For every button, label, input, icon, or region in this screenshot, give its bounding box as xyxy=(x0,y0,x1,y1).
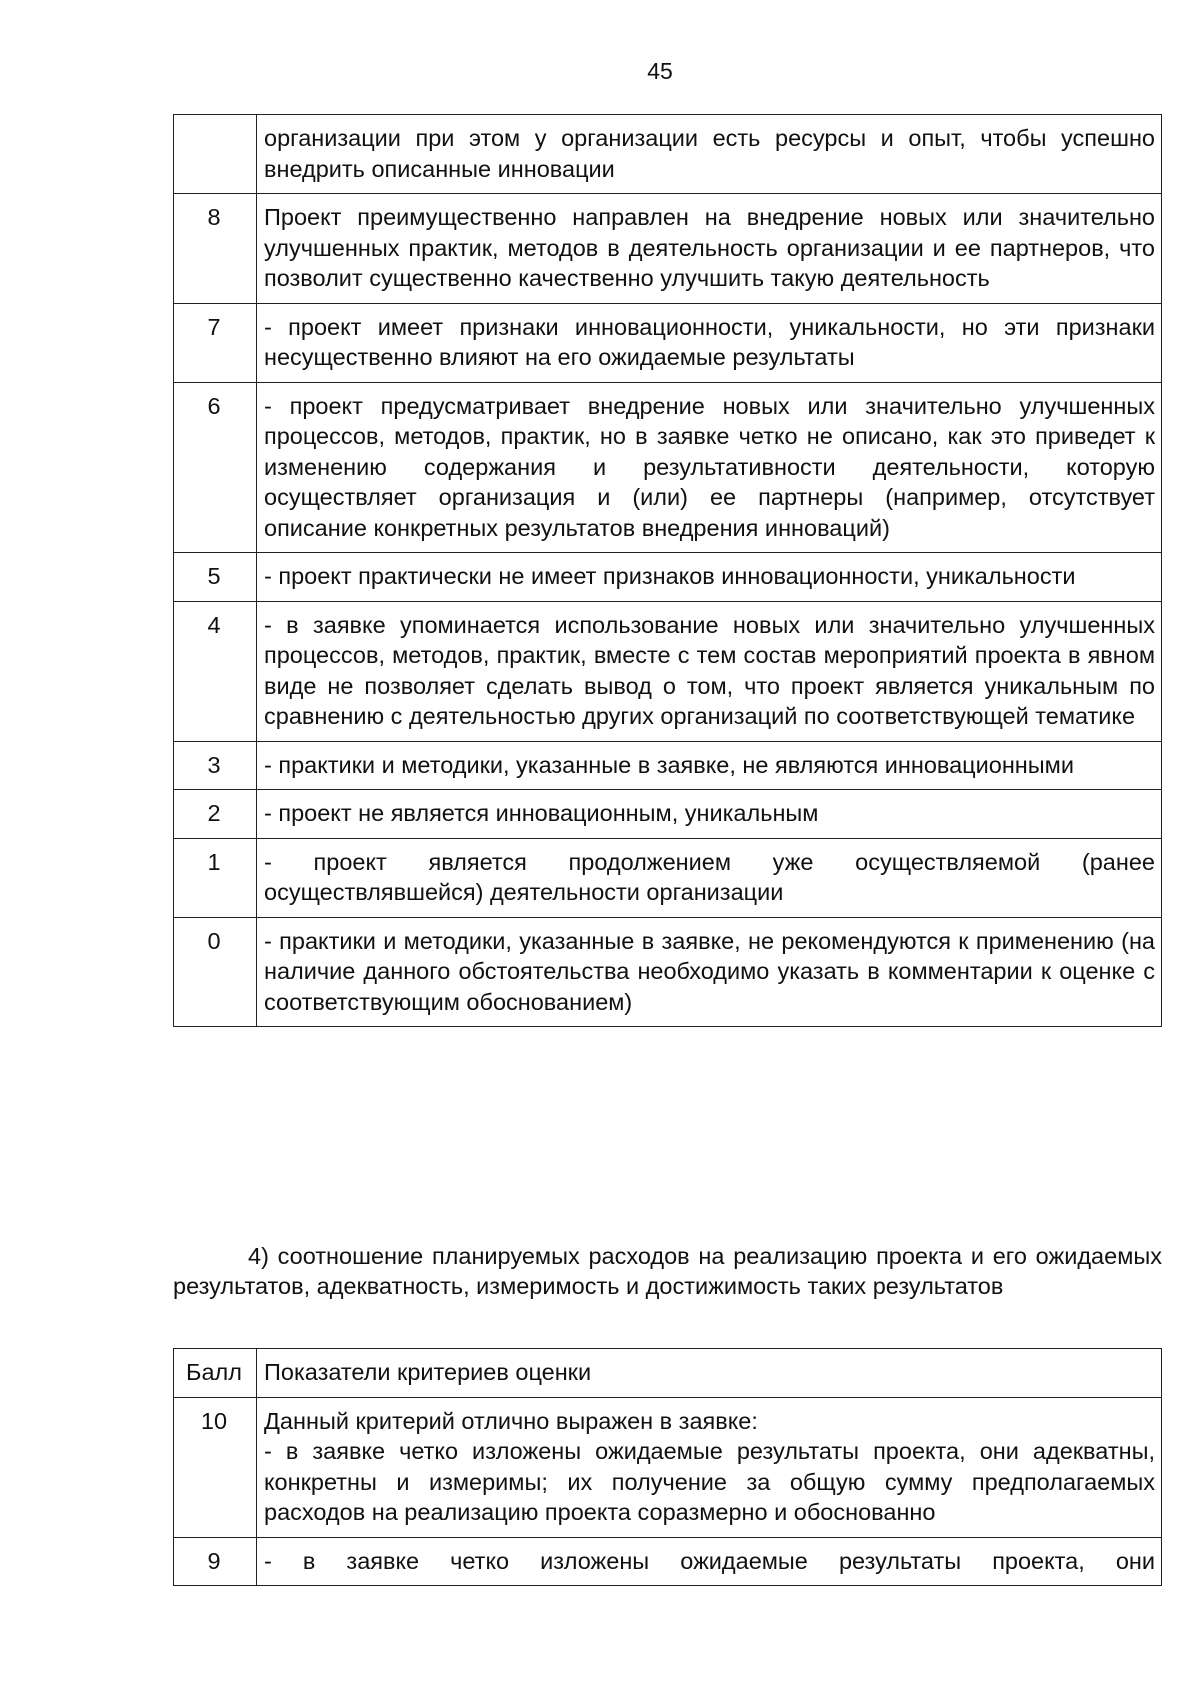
score-cell: 8 xyxy=(174,194,257,304)
description-cell xyxy=(257,1397,1162,1537)
table-row xyxy=(174,382,1162,553)
score-cell: 10 xyxy=(174,1397,257,1537)
score-cell: 9 xyxy=(174,1537,257,1586)
score-cell: 7 xyxy=(174,303,257,382)
description-cell: - проект имеет признаки инновационности, уникальности, но эти признаки несущественно влияют на его ожидаемые результаты xyxy=(257,303,1162,382)
score-cell: 3 xyxy=(174,741,257,790)
description-cell: - проект практически не имеет признаков инновационности, уникальности xyxy=(257,553,1162,602)
description-cell: Проект преимущественно направлен на внедрение новых или значительно улучшенных практик, методов в деятельность организации и ее партнеров, что позволит существенно качественно улучшить такую деятельность xyxy=(257,194,1162,304)
score-cell: 4 xyxy=(174,601,257,741)
score-column-header: Балл xyxy=(174,1349,257,1398)
description-cell: - практики и методики, указанные в заявке, не рекомендуются к применению (на наличие данного обстоятельства необходимо указать в комментарии к оценке с соответствующим обоснованием) xyxy=(257,917,1162,1027)
table-row xyxy=(174,1537,1162,1586)
score-cell: 0 xyxy=(174,917,257,1027)
table-row xyxy=(174,194,1162,304)
score-cell: 2 xyxy=(174,790,257,839)
description-cell: - в заявке четко изложены ожидаемые результаты проекта, они xyxy=(257,1537,1162,1586)
criterion-detail: - в заявке четко изложены ожидаемые результаты проекта, они адекватны, конкретны и измеримы; их получение за общую сумму предполагаемых расходов на реализацию проекта соразмерно и обоснованно xyxy=(264,1438,1155,1525)
score-cell: 5 xyxy=(174,553,257,602)
score-cell xyxy=(174,115,257,194)
table-row xyxy=(174,741,1162,790)
criteria-column-header: Показатели критериев оценки xyxy=(257,1349,1162,1398)
description-cell: - в заявке упоминается использование новых или значительно улучшенных процессов, методов, практик, вместе с тем состав мероприятий проекта в явном виде не позволяет сделать вывод о том, что проект является уникальным по сравнению с деятельностью других организаций по соответствующей тематике xyxy=(257,601,1162,741)
description-cell: - проект является продолжением уже осуществляемой (ранее осуществлявшейся) деятельности организации xyxy=(257,838,1162,917)
criteria-table-innovation xyxy=(173,114,1162,1027)
description-cell: - проект предусматривает внедрение новых или значительно улучшенных процессов, методов, практик, но в заявке четко не описано, как это приведет к изменению содержания и результативности деятельности, которую осуществляет организация и (или) ее партнеры (например, отсутствует описание конкретных результатов внедрения инноваций) xyxy=(257,382,1162,553)
table-row xyxy=(174,838,1162,917)
table-row xyxy=(174,115,1162,194)
criterion-intro: Данный критерий отлично выражен в заявке: xyxy=(264,1407,758,1434)
description-cell: - проект не является инновационным, уникальным xyxy=(257,790,1162,839)
section-paragraph: 4) соотношение планируемых расходов на реализацию проекта и его ожидаемых результатов, адекватность, измеримость и достижимость таких результатов xyxy=(173,1243,1162,1299)
description-cell: - практики и методики, указанные в заявке, не являются инновационными xyxy=(257,741,1162,790)
table-row xyxy=(174,790,1162,839)
page-number: 45 xyxy=(647,58,673,84)
table-row xyxy=(174,1397,1162,1537)
score-cell: 6 xyxy=(174,382,257,553)
score-cell: 1 xyxy=(174,838,257,917)
table-row xyxy=(174,303,1162,382)
criteria-table-results xyxy=(173,1348,1162,1586)
table-row xyxy=(174,553,1162,602)
table-header-row xyxy=(174,1349,1162,1398)
table-row xyxy=(174,917,1162,1027)
table-row xyxy=(174,601,1162,741)
description-cell: организации при этом у организации есть ресурсы и опыт, чтобы успешно внедрить описанные инновации xyxy=(257,115,1162,194)
